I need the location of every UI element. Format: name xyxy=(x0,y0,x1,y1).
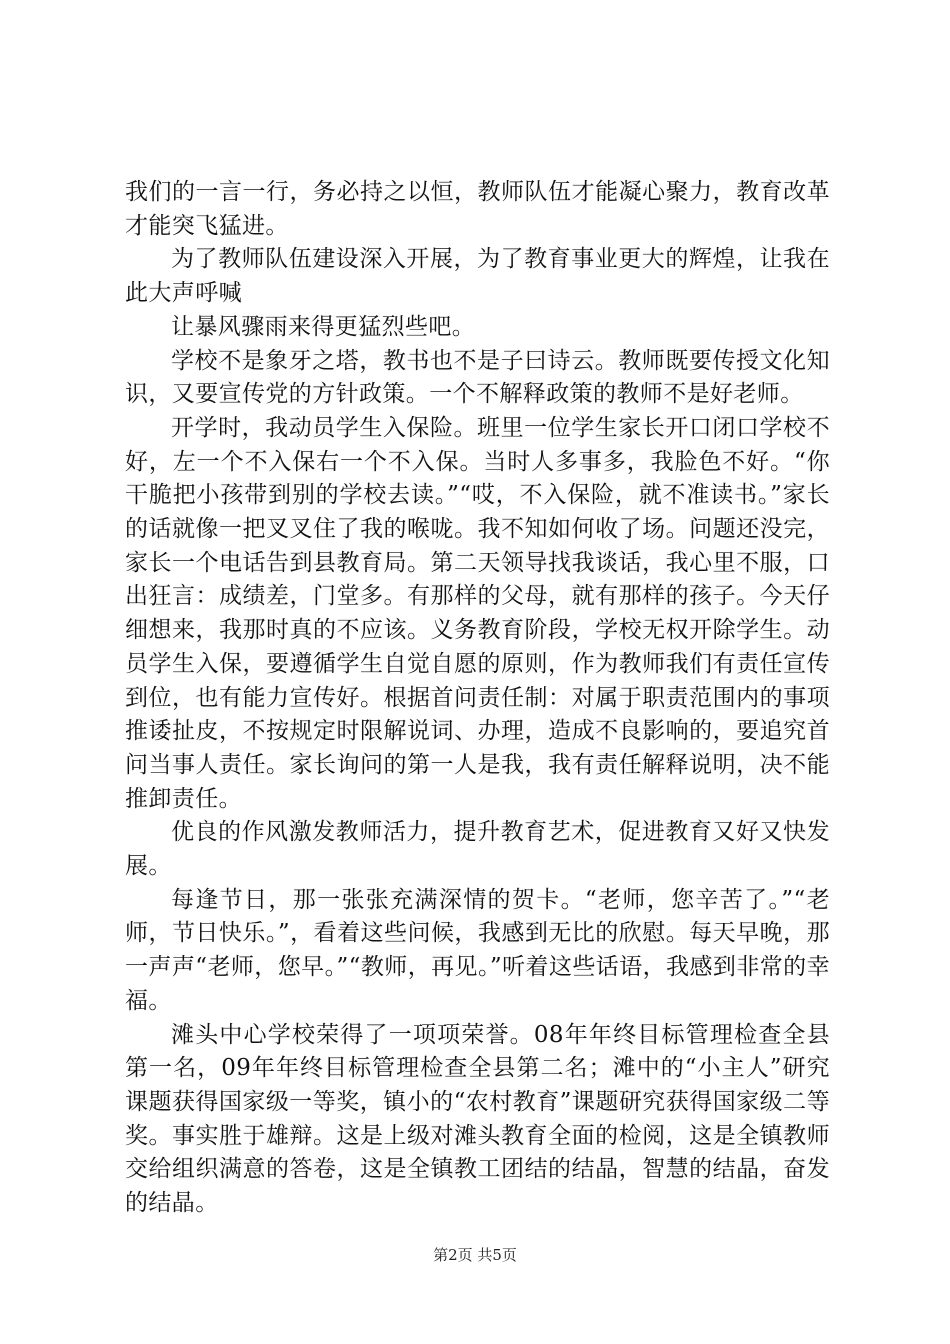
paragraph-7: 每逢节日，那一张张充满深情的贺卡。“老师，您辛苦了。”“老师，节日快乐。”，看着这些问候，我感到无比的欣慰。每天早晚，那一声声“老师，您早。”“教师，再见。”听着这些话语，我感到非常的幸福。 xyxy=(125,886,830,1014)
paragraph-1: 我们的一言一行，务必持之以恒，教师队伍才能凝心聚力，教育改革才能突飞猛进。 xyxy=(125,179,830,239)
page-number: 第2页 共5页 xyxy=(433,1246,517,1264)
paragraph-4: 学校不是象牙之塔，教书也不是子曰诗云。教师既要传授文化知识，又要宣传党的方针政策。一个不解释政策的教师不是好老师。 xyxy=(125,347,830,408)
page-footer xyxy=(0,1244,950,1265)
paragraph-3: 让暴风骤雨来得更猛烈些吧。 xyxy=(171,313,476,340)
paragraph-2: 为了教师队伍建设深入开展，为了教育事业更大的辉煌，让我在此大声呼喊 xyxy=(125,246,830,307)
document-body xyxy=(125,176,830,1221)
paragraph-8: 滩头中心学校荣得了一项项荣誉。08年年终目标管理检查全县第一名，09年年终目标管理检查全县第二名；滩中的“小主人”研究课题获得国家级一等奖，镇小的“农村教育”课题研究获得国家级二等奖。事实胜于雄辩。这是上级对滩头教育全面的检阅，这是全镇教师交给组织满意的答卷，这是全镇教工团结的结晶，智慧的结晶，奋发的结晶。 xyxy=(125,1021,830,1217)
paragraph-5: 开学时，我动员学生入保险。班里一位学生家长开口闭口学校不好，左一个不入保右一个不入保。当时人多事多，我脸色不好。“你干脆把小孩带到别的学校去读。”“哎，不入保险，就不准读书。”家长的话就像一把叉叉住了我的喉咙。我不知如何收了场。问题还没完，家长一个电话告到县教育局。第二天领导找我谈话，我心里不服，口出狂言：成绩差，门堂多。有那样的父母，就有那样的孩子。今天仔细想来，我那时真的不应该。义务教育阶段，学校无权开除学生。动员学生入保，要遵循学生自觉自愿的原则，作为教师我们有责任宣传到位，也有能力宣传好。根据首问责任制：对属于职责范围内的事项推诿扯皮，不按规定时限解说词、办理，造成不良影响的，要追究首问当事人责任。家长询问的第一人是我，我有责任解释说明，决不能推卸责任。 xyxy=(125,414,830,812)
paragraph-6: 优良的作风激发教师活力，提升教育艺术，促进教育又好又快发展。 xyxy=(125,819,830,880)
